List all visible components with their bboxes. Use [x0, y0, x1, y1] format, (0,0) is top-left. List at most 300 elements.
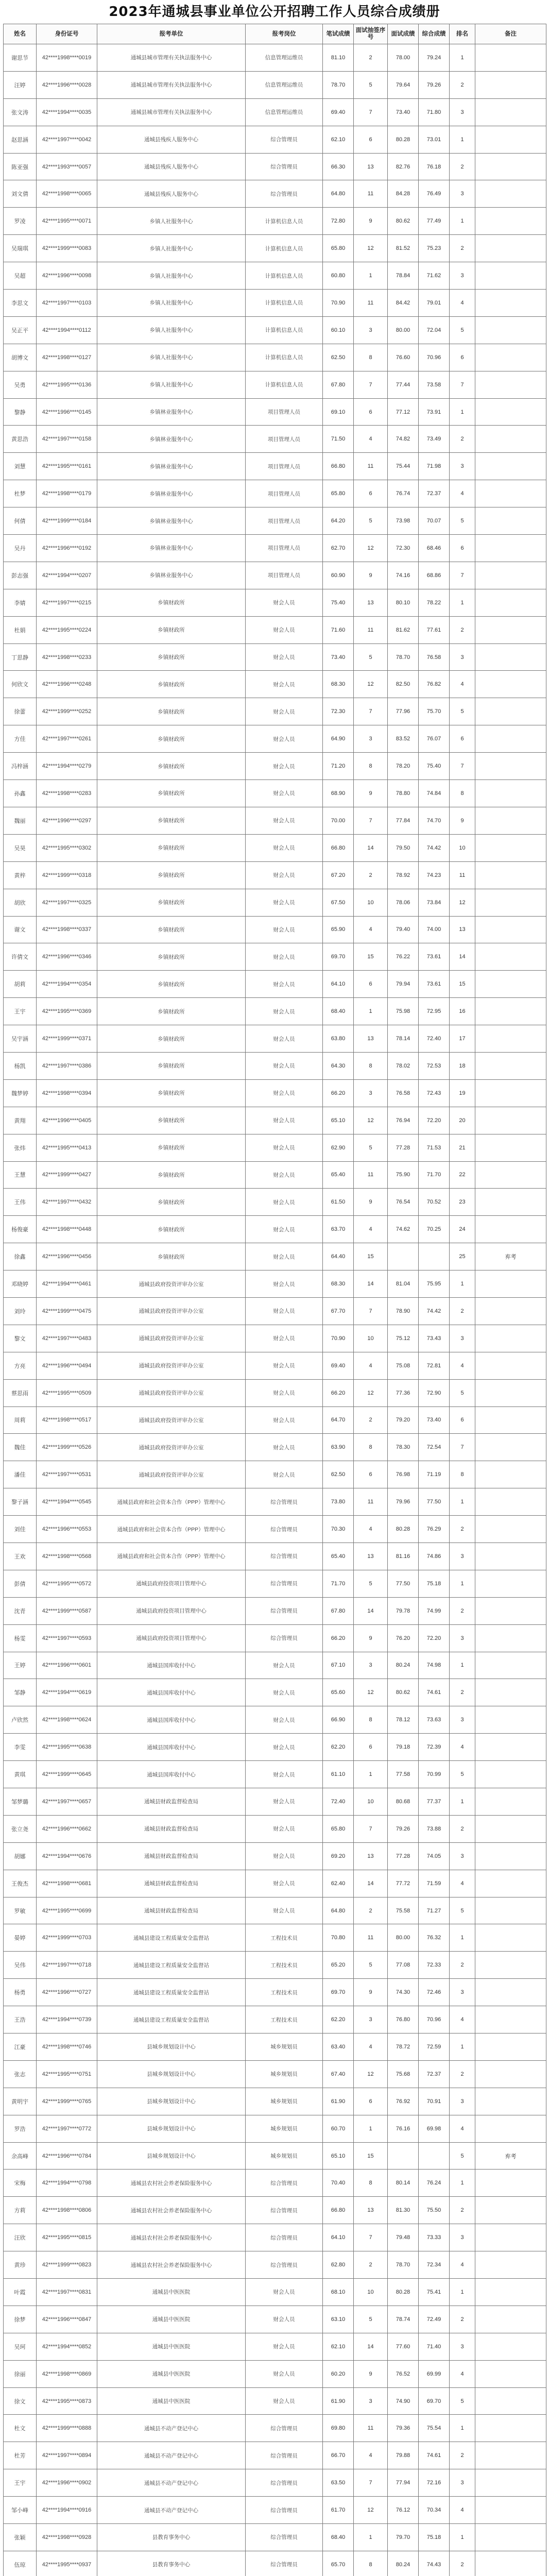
- table-row: [4, 398, 546, 426]
- note-cell: [475, 2551, 546, 2576]
- unit-cell: 通城县国库收付中心: [97, 1679, 246, 1706]
- written-score-cell: 71.50: [323, 426, 354, 453]
- written-score-cell: 62.80: [323, 2251, 354, 2279]
- interview-score-cell: 77.28: [388, 1842, 419, 1870]
- id-cell: 42****1996****0902: [37, 2469, 97, 2497]
- header-row: [4, 24, 546, 44]
- id-cell: 42****1996****0784: [37, 2142, 97, 2170]
- table-row: [4, 562, 546, 589]
- draw-number-cell: 1: [354, 1761, 388, 1788]
- name-cell: 江豪: [4, 2033, 37, 2061]
- interview-score-cell: 78.00: [388, 44, 419, 72]
- note-cell: [475, 535, 546, 562]
- draw-number-cell: 9: [354, 1189, 388, 1216]
- written-score-cell: 64.10: [323, 2224, 354, 2251]
- interview-score-cell: 79.26: [388, 1815, 419, 1842]
- total-score-cell: 73.43: [419, 1325, 450, 1352]
- table-row: [4, 1325, 546, 1352]
- draw-number-cell: 2: [354, 1406, 388, 1434]
- post-cell: 工程技术员: [246, 1979, 323, 2006]
- written-score-cell: 60.90: [323, 562, 354, 589]
- name-cell: 徐蕾: [4, 698, 37, 725]
- post-cell: 财会人员: [246, 1297, 323, 1325]
- draw-number-cell: 5: [354, 1952, 388, 1979]
- name-cell: 吴超: [4, 262, 37, 290]
- note-cell: [475, 208, 546, 235]
- table-row: [4, 371, 546, 398]
- interview-score-cell: 75.12: [388, 1325, 419, 1352]
- interview-score-cell: 76.92: [388, 2088, 419, 2115]
- total-score-cell: 73.61: [419, 943, 450, 971]
- table-row: [4, 344, 546, 371]
- draw-number-cell: 3: [354, 316, 388, 344]
- post-cell: 财会人员: [246, 1189, 323, 1216]
- written-score-cell: 72.40: [323, 1788, 354, 1816]
- draw-number-cell: 12: [354, 1679, 388, 1706]
- unit-cell: 乡镇林业服务中心: [97, 535, 246, 562]
- interview-score-cell: 74.82: [388, 426, 419, 453]
- draw-number-cell: 9: [354, 562, 388, 589]
- table-row: [4, 1788, 546, 1816]
- note-cell: [475, 426, 546, 453]
- name-cell: 吴勇: [4, 371, 37, 398]
- note-cell: [475, 262, 546, 290]
- post-cell: 财会人员: [246, 1134, 323, 1161]
- written-score-cell: 65.10: [323, 2142, 354, 2170]
- table-row: [4, 1624, 546, 1652]
- total-score-cell: 76.29: [419, 1516, 450, 1543]
- draw-number-cell: 10: [354, 1325, 388, 1352]
- table-row: [4, 1924, 546, 1952]
- name-cell: 方佳: [4, 725, 37, 753]
- table-row: [4, 2333, 546, 2360]
- note-cell: [475, 180, 546, 208]
- note-cell: [475, 1297, 546, 1325]
- rank-cell: 2: [450, 153, 475, 180]
- note-cell: [475, 44, 546, 72]
- name-cell: 吴伟: [4, 1952, 37, 1979]
- name-cell: 黄珍: [4, 2251, 37, 2279]
- table-row: [4, 2142, 546, 2170]
- name-cell: 王宇: [4, 2469, 37, 2497]
- post-cell: 综合管理员: [246, 153, 323, 180]
- id-cell: 42****1994****0354: [37, 971, 97, 998]
- interview-score-cell: 80.62: [388, 1679, 419, 1706]
- total-score-cell: 79.01: [419, 290, 450, 317]
- note-cell: [475, 1189, 546, 1216]
- unit-cell: 县城乡规划设计中心: [97, 2033, 246, 2061]
- header-total: 综合成绩: [419, 24, 450, 44]
- written-score-cell: 67.10: [323, 1652, 354, 1679]
- written-score-cell: 73.40: [323, 643, 354, 671]
- table-row: [4, 453, 546, 480]
- unit-cell: 乡镇林业服务中心: [97, 426, 246, 453]
- note-cell: [475, 1488, 546, 1516]
- interview-score-cell: 80.68: [388, 1788, 419, 1816]
- interview-score-cell: 74.16: [388, 562, 419, 589]
- name-cell: 罗敏: [4, 1897, 37, 1924]
- id-cell: 42****1995****0224: [37, 616, 97, 643]
- unit-cell: 通城县财政监督检查局: [97, 1870, 246, 1897]
- total-score-cell: 77.37: [419, 1788, 450, 1816]
- post-cell: 计算机信息人员: [246, 290, 323, 317]
- table-body: [4, 44, 546, 2576]
- id-cell: 42****1998****0806: [37, 2197, 97, 2224]
- post-cell: 项目管理人员: [246, 453, 323, 480]
- post-cell: 财会人员: [246, 698, 323, 725]
- unit-cell: 通城县政府和社会资本合作（PPP）管理中心: [97, 1488, 246, 1516]
- rank-cell: 15: [450, 971, 475, 998]
- written-score-cell: 62.20: [323, 2006, 354, 2033]
- table-row: [4, 2224, 546, 2251]
- post-cell: 财会人员: [246, 2333, 323, 2360]
- id-cell: 42****1998****0448: [37, 1216, 97, 1243]
- header-draw: 面试抽签序号: [354, 24, 388, 44]
- note-cell: [475, 1270, 546, 1298]
- table-row: [4, 2415, 546, 2442]
- unit-cell: 乡镇财政所: [97, 889, 246, 916]
- id-cell: 42****1998****0065: [37, 180, 97, 208]
- interview-score-cell: 77.36: [388, 1379, 419, 1406]
- post-cell: 信息管理运维员: [246, 71, 323, 98]
- id-cell: 42****1996****0028: [37, 71, 97, 98]
- draw-number-cell: 8: [354, 2551, 388, 2576]
- name-cell: 彭志强: [4, 562, 37, 589]
- id-cell: 42****1995****0071: [37, 208, 97, 235]
- id-cell: 42****1996****0847: [37, 2306, 97, 2333]
- unit-cell: 通城县政府投资评审办公室: [97, 1379, 246, 1406]
- id-cell: 42****1999****0645: [37, 1761, 97, 1788]
- draw-number-cell: 13: [354, 153, 388, 180]
- id-cell: 42****1996****0662: [37, 1815, 97, 1842]
- written-score-cell: 68.40: [323, 998, 354, 1025]
- post-cell: 项目管理人员: [246, 535, 323, 562]
- id-cell: 42****1998****0928: [37, 2524, 97, 2551]
- total-score-cell: 73.63: [419, 1706, 450, 1734]
- rank-cell: 22: [450, 1161, 475, 1189]
- table-row: [4, 507, 546, 535]
- draw-number-cell: 13: [354, 1543, 388, 1570]
- interview-score-cell: 77.94: [388, 2469, 419, 2497]
- total-score-cell: 75.50: [419, 2197, 450, 2224]
- name-cell: 李婧: [4, 589, 37, 616]
- id-cell: 42****1994****0035: [37, 98, 97, 126]
- rank-cell: 1: [450, 1570, 475, 1597]
- name-cell: 彭倩: [4, 1570, 37, 1597]
- post-cell: 财会人员: [246, 753, 323, 780]
- written-score-cell: 62.10: [323, 2333, 354, 2360]
- post-cell: 财会人员: [246, 1870, 323, 1897]
- unit-cell: 通城县不动产登记中心: [97, 2469, 246, 2497]
- unit-cell: 通城县政府投资项目管理中心: [97, 1570, 246, 1597]
- page-title: 2023年通城县事业单位公开招聘工作人员综合成绩册: [109, 4, 440, 20]
- id-cell: 42****1996****0601: [37, 1652, 97, 1679]
- note-cell: [475, 889, 546, 916]
- name-cell: 吴瑞琪: [4, 235, 37, 262]
- total-score-cell: 75.70: [419, 698, 450, 725]
- rank-cell: 4: [450, 2360, 475, 2387]
- note-cell: [475, 2033, 546, 2061]
- rank-cell: 2: [450, 2551, 475, 2576]
- written-score-cell: 70.90: [323, 290, 354, 317]
- draw-number-cell: 14: [354, 1270, 388, 1298]
- id-cell: 42****1996****0553: [37, 1516, 97, 1543]
- total-score-cell: 71.40: [419, 2333, 450, 2360]
- post-cell: 综合管理员: [246, 1516, 323, 1543]
- note-cell: [475, 1352, 546, 1379]
- header-unit: 报考单位: [97, 24, 246, 44]
- name-cell: 杨凯: [4, 1052, 37, 1079]
- interview-score-cell: 78.80: [388, 780, 419, 807]
- total-score-cell: 78.22: [419, 589, 450, 616]
- interview-score-cell: 78.70: [388, 643, 419, 671]
- name-cell: 罗凌: [4, 208, 37, 235]
- table-row: [4, 2251, 546, 2279]
- unit-cell: 通城县政府投资项目管理中心: [97, 1624, 246, 1652]
- total-score-cell: 73.33: [419, 2224, 450, 2251]
- note-cell: [475, 725, 546, 753]
- rank-cell: 1: [450, 208, 475, 235]
- post-cell: 财会人员: [246, 1270, 323, 1298]
- unit-cell: 乡镇林业服务中心: [97, 453, 246, 480]
- draw-number-cell: 1: [354, 262, 388, 290]
- written-score-cell: 65.40: [323, 1543, 354, 1570]
- interview-score-cell: 80.24: [388, 1652, 419, 1679]
- unit-cell: 乡镇财政所: [97, 1161, 246, 1189]
- post-cell: 城乡规划员: [246, 2060, 323, 2088]
- interview-score-cell: 75.68: [388, 2060, 419, 2088]
- draw-number-cell: 3: [354, 725, 388, 753]
- total-score-cell: 68.46: [419, 535, 450, 562]
- id-cell: 42****1997****0831: [37, 2279, 97, 2306]
- written-score-cell: 65.80: [323, 480, 354, 507]
- rank-cell: 3: [450, 1624, 475, 1652]
- total-score-cell: 72.04: [419, 316, 450, 344]
- interview-score-cell: 75.08: [388, 1352, 419, 1379]
- id-cell: 42****1994****0739: [37, 2006, 97, 2033]
- rank-cell: 14: [450, 943, 475, 971]
- written-score-cell: 66.80: [323, 2197, 354, 2224]
- note-cell: [475, 1079, 546, 1107]
- id-cell: 42****1995****0873: [37, 2387, 97, 2415]
- post-cell: 综合管理员: [246, 126, 323, 153]
- post-cell: 财会人员: [246, 1325, 323, 1352]
- unit-cell: 乡镇林业服务中心: [97, 480, 246, 507]
- unit-cell: 乡镇人社服务中心: [97, 316, 246, 344]
- note-cell: [475, 290, 546, 317]
- draw-number-cell: 7: [354, 371, 388, 398]
- draw-number-cell: 11: [354, 1924, 388, 1952]
- table-row: [4, 943, 546, 971]
- total-score-cell: 74.61: [419, 2442, 450, 2469]
- id-cell: 42****1999****0475: [37, 1297, 97, 1325]
- rank-cell: 5: [450, 2142, 475, 2170]
- id-cell: 42****1994****0619: [37, 1679, 97, 1706]
- rank-cell: 12: [450, 889, 475, 916]
- unit-cell: 通城县中医医院: [97, 2333, 246, 2360]
- unit-cell: 通城县城市管理有关执法服务中心: [97, 71, 246, 98]
- name-cell: 徐丽: [4, 2360, 37, 2387]
- unit-cell: 通城县中医医院: [97, 2360, 246, 2387]
- rank-cell: 2: [450, 1597, 475, 1624]
- table-row: [4, 916, 546, 943]
- note-cell: [475, 1897, 546, 1924]
- name-cell: 胡莉: [4, 971, 37, 998]
- unit-cell: 通城县中医医院: [97, 2279, 246, 2306]
- written-score-cell: 67.80: [323, 1597, 354, 1624]
- post-cell: 综合管理员: [246, 2170, 323, 2197]
- rank-cell: 3: [450, 1706, 475, 1734]
- rank-cell: 5: [450, 698, 475, 725]
- name-cell: 杜芳: [4, 2442, 37, 2469]
- total-score-cell: 72.34: [419, 2251, 450, 2279]
- draw-number-cell: 8: [354, 753, 388, 780]
- note-cell: [475, 2360, 546, 2387]
- name-cell: 王俊杰: [4, 1870, 37, 1897]
- name-cell: 邹梦璐: [4, 1788, 37, 1816]
- interview-score-cell: 78.90: [388, 1297, 419, 1325]
- table-row: [4, 1516, 546, 1543]
- name-cell: 吴宇涵: [4, 1025, 37, 1053]
- written-score-cell: 64.40: [323, 1243, 354, 1270]
- rank-cell: 5: [450, 1761, 475, 1788]
- name-cell: 沈青: [4, 1597, 37, 1624]
- table-row: [4, 1706, 546, 1734]
- name-cell: 冯梓涵: [4, 753, 37, 780]
- total-score-cell: 74.61: [419, 1679, 450, 1706]
- written-score-cell: 66.80: [323, 834, 354, 861]
- draw-number-cell: 8: [354, 344, 388, 371]
- written-score-cell: 61.50: [323, 1189, 354, 1216]
- unit-cell: 通城县建设工程质量安全监督站: [97, 1952, 246, 1979]
- post-cell: 计算机信息人员: [246, 235, 323, 262]
- id-cell: 42****1999****0888: [37, 2415, 97, 2442]
- total-score-cell: 75.18: [419, 2524, 450, 2551]
- table-row: [4, 2060, 546, 2088]
- id-cell: 42****1998****0681: [37, 1870, 97, 1897]
- rank-cell: 5: [450, 1897, 475, 1924]
- table-row: [4, 1652, 546, 1679]
- note-cell: [475, 1706, 546, 1734]
- note-cell: [475, 562, 546, 589]
- table-row: [4, 2387, 546, 2415]
- interview-score-cell: 76.98: [388, 1461, 419, 1488]
- interview-score-cell: 82.76: [388, 153, 419, 180]
- unit-cell: 通城县农村社会养老保险服务中心: [97, 2224, 246, 2251]
- note-cell: [475, 698, 546, 725]
- post-cell: 综合管理员: [246, 180, 323, 208]
- draw-number-cell: 7: [354, 698, 388, 725]
- interview-score-cell: 77.72: [388, 1870, 419, 1897]
- header-post: 报考岗位: [246, 24, 323, 44]
- interview-score-cell: 78.72: [388, 2033, 419, 2061]
- interview-score-cell: 82.50: [388, 671, 419, 698]
- name-cell: 胡欣: [4, 889, 37, 916]
- draw-number-cell: 10: [354, 1788, 388, 1816]
- post-cell: 计算机信息人员: [246, 316, 323, 344]
- rank-cell: 3: [450, 643, 475, 671]
- id-cell: 42****1995****0413: [37, 1134, 97, 1161]
- post-cell: 财会人员: [246, 1216, 323, 1243]
- table-row: [4, 834, 546, 861]
- rank-cell: 1: [450, 1788, 475, 1816]
- note-cell: [475, 2279, 546, 2306]
- rank-cell: 20: [450, 1107, 475, 1134]
- unit-cell: 乡镇财政所: [97, 1189, 246, 1216]
- total-score-cell: 77.49: [419, 208, 450, 235]
- unit-cell: 乡镇财政所: [97, 1243, 246, 1270]
- draw-number-cell: 8: [354, 1706, 388, 1734]
- note-cell: [475, 1434, 546, 1461]
- post-cell: 财会人员: [246, 1079, 323, 1107]
- note-cell: [475, 943, 546, 971]
- unit-cell: 县城乡规划设计中心: [97, 2060, 246, 2088]
- id-cell: 42****1999****0765: [37, 2088, 97, 2115]
- interview-score-cell: 83.52: [388, 725, 419, 753]
- id-cell: 42****1999****0526: [37, 1434, 97, 1461]
- table-row: [4, 2115, 546, 2142]
- rank-cell: 5: [450, 1379, 475, 1406]
- written-score-cell: 63.50: [323, 2469, 354, 2497]
- rank-cell: 1: [450, 589, 475, 616]
- written-score-cell: 70.00: [323, 807, 354, 834]
- draw-number-cell: 12: [354, 1379, 388, 1406]
- written-score-cell: 63.80: [323, 1025, 354, 1053]
- table-row: [4, 180, 546, 208]
- draw-number-cell: 11: [354, 2415, 388, 2442]
- unit-cell: 乡镇财政所: [97, 971, 246, 998]
- total-score-cell: 76.32: [419, 1924, 450, 1952]
- interview-score-cell: 81.52: [388, 235, 419, 262]
- post-cell: 财会人员: [246, 1761, 323, 1788]
- rank-cell: 2: [450, 2060, 475, 2088]
- total-score-cell: 74.70: [419, 807, 450, 834]
- total-score-cell: 76.24: [419, 2170, 450, 2197]
- id-cell: 42****1993****0057: [37, 153, 97, 180]
- unit-cell: 乡镇财政所: [97, 725, 246, 753]
- post-cell: 综合管理员: [246, 1488, 323, 1516]
- total-score-cell: 71.27: [419, 1897, 450, 1924]
- rank-cell: 4: [450, 2006, 475, 2033]
- note-cell: [475, 971, 546, 998]
- total-score-cell: 73.84: [419, 889, 450, 916]
- id-cell: 42****1995****0136: [37, 371, 97, 398]
- id-cell: 42****1998****0019: [37, 44, 97, 72]
- written-score-cell: 65.90: [323, 916, 354, 943]
- rank-cell: 2: [450, 426, 475, 453]
- name-cell: 徐鑫: [4, 1243, 37, 1270]
- total-score-cell: 71.59: [419, 1870, 450, 1897]
- total-score-cell: 79.26: [419, 71, 450, 98]
- total-score-cell: 73.88: [419, 1815, 450, 1842]
- draw-number-cell: 6: [354, 2088, 388, 2115]
- written-score-cell: 66.90: [323, 1706, 354, 1734]
- total-score-cell: 74.42: [419, 1297, 450, 1325]
- unit-cell: 通城县中医医院: [97, 2387, 246, 2415]
- note-cell: [475, 1870, 546, 1897]
- note-cell: [475, 1979, 546, 2006]
- unit-cell: 通城县建设工程质量安全监督站: [97, 1924, 246, 1952]
- draw-number-cell: 7: [354, 2469, 388, 2497]
- rank-cell: 3: [450, 1325, 475, 1352]
- rank-cell: 3: [450, 453, 475, 480]
- interview-score-cell: 80.24: [388, 2551, 419, 2576]
- id-cell: 42****1995****0369: [37, 998, 97, 1025]
- total-score-cell: 72.16: [419, 2469, 450, 2497]
- id-cell: 42****1997****0483: [37, 1325, 97, 1352]
- interview-score-cell: 78.74: [388, 2306, 419, 2333]
- written-score-cell: 64.10: [323, 971, 354, 998]
